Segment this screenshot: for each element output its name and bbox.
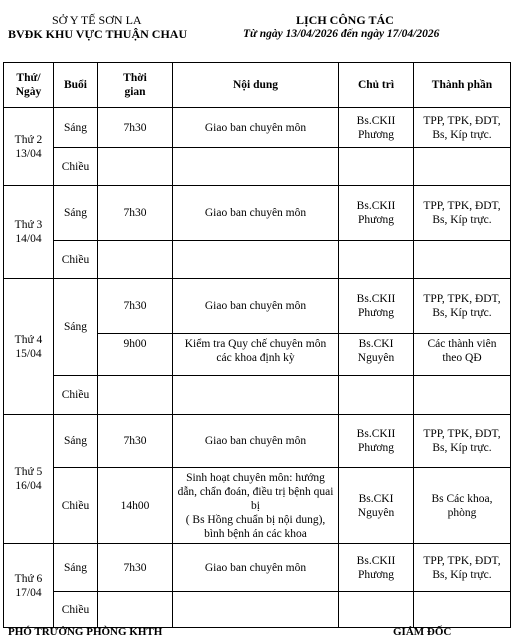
session-cell: Chiều	[54, 376, 98, 415]
chair-cell: Bs.CKI Nguyên	[339, 334, 414, 376]
content-cell: Giao ban chuyên môn	[173, 279, 339, 334]
col-chair: Chủ trì	[339, 63, 414, 108]
day-cell: Thứ 2 13/04	[4, 108, 54, 186]
col-members: Thành phần	[414, 63, 511, 108]
content-cell: Kiểm tra Quy chế chuyên môn các khoa định kỳ	[173, 334, 339, 376]
members-cell: TPP, TPK, ĐDT, Bs, Kíp trực.	[414, 544, 511, 592]
table-row	[4, 148, 511, 186]
col-day: Thứ/ Ngày	[4, 63, 54, 108]
page-title: LỊCH CÔNG TÁC	[296, 13, 394, 27]
session-cell: Sáng	[54, 279, 98, 376]
session-cell: Sáng	[54, 108, 98, 148]
session-cell: Chiều	[54, 468, 98, 544]
schedule-table	[3, 62, 511, 628]
members-cell: TPP, TPK, ĐDT, Bs, Kíp trực.	[414, 415, 511, 468]
table-header-row	[4, 63, 511, 108]
day-cell: Thứ 6 17/04	[4, 544, 54, 628]
table-row	[4, 186, 511, 241]
session-cell: Chiều	[54, 592, 98, 628]
table-row	[4, 279, 511, 334]
content-cell: Sinh hoạt chuyên môn: hướng dẫn, chẩn đoán, điều trị bệnh quai bị ( Bs Hồng chuẩn bị nội dung), bình bệnh án các khoa	[173, 468, 339, 544]
day-cell: Thứ 3 14/04	[4, 186, 54, 279]
content-cell: Giao ban chuyên môn	[173, 108, 339, 148]
org-name-line1: SỞ Y TẾ SƠN LA	[52, 13, 142, 27]
chair-cell: Bs.CKII Phương	[339, 186, 414, 241]
members-cell: Các thành viên theo QĐ	[414, 334, 511, 376]
col-time: Thời gian	[98, 63, 173, 108]
members-cell: TPP, TPK, ĐDT, Bs, Kíp trực.	[414, 279, 511, 334]
session-cell: Chiều	[54, 241, 98, 279]
chair-cell: Bs.CKII Phương	[339, 279, 414, 334]
table-row	[4, 108, 511, 148]
session-cell: Sáng	[54, 186, 98, 241]
chair-cell: Bs.CKI Nguyên	[339, 468, 414, 544]
session-cell: Sáng	[54, 415, 98, 468]
table-row	[4, 415, 511, 468]
session-cell: Sáng	[54, 544, 98, 592]
col-content: Nội dung	[173, 63, 339, 108]
content-cell: Giao ban chuyên môn	[173, 544, 339, 592]
table-row	[4, 544, 511, 592]
time-cell: 7h30	[98, 544, 173, 592]
chair-cell: Bs.CKII Phương	[339, 415, 414, 468]
time-cell: 7h30	[98, 279, 173, 334]
table-row	[4, 376, 511, 415]
table-row	[4, 241, 511, 279]
day-cell: Thứ 4 15/04	[4, 279, 54, 415]
members-cell: Bs Các khoa, phòng	[414, 468, 511, 544]
col-session: Buổi	[54, 63, 98, 108]
time-cell: 7h30	[98, 415, 173, 468]
schedule-period: Từ ngày 13/04/2026 đến ngày 17/04/2026	[243, 28, 440, 40]
footer-signature-right: GIÁM ĐỐC	[393, 626, 452, 638]
session-cell: Chiều	[54, 148, 98, 186]
chair-cell: Bs.CKII Phương	[339, 544, 414, 592]
table-row	[4, 468, 511, 544]
org-name-line2: BVĐK KHU VỰC THUẬN CHAU	[8, 27, 188, 41]
table-row	[4, 592, 511, 628]
members-cell: TPP, TPK, ĐDT, Bs, Kíp trực.	[414, 108, 511, 148]
chair-cell: Bs.CKII Phương	[339, 108, 414, 148]
content-cell: Giao ban chuyên môn	[173, 415, 339, 468]
content-cell: Giao ban chuyên môn	[173, 186, 339, 241]
time-cell: 9h00	[98, 334, 173, 376]
time-cell: 7h30	[98, 108, 173, 148]
day-cell: Thứ 5 16/04	[4, 415, 54, 544]
time-cell: 7h30	[98, 186, 173, 241]
time-cell: 14h00	[98, 468, 173, 544]
members-cell: TPP, TPK, ĐDT, Bs, Kíp trực.	[414, 186, 511, 241]
footer-signature-left: PHÓ TRƯỞNG PHÒNG KHTH	[8, 626, 163, 638]
